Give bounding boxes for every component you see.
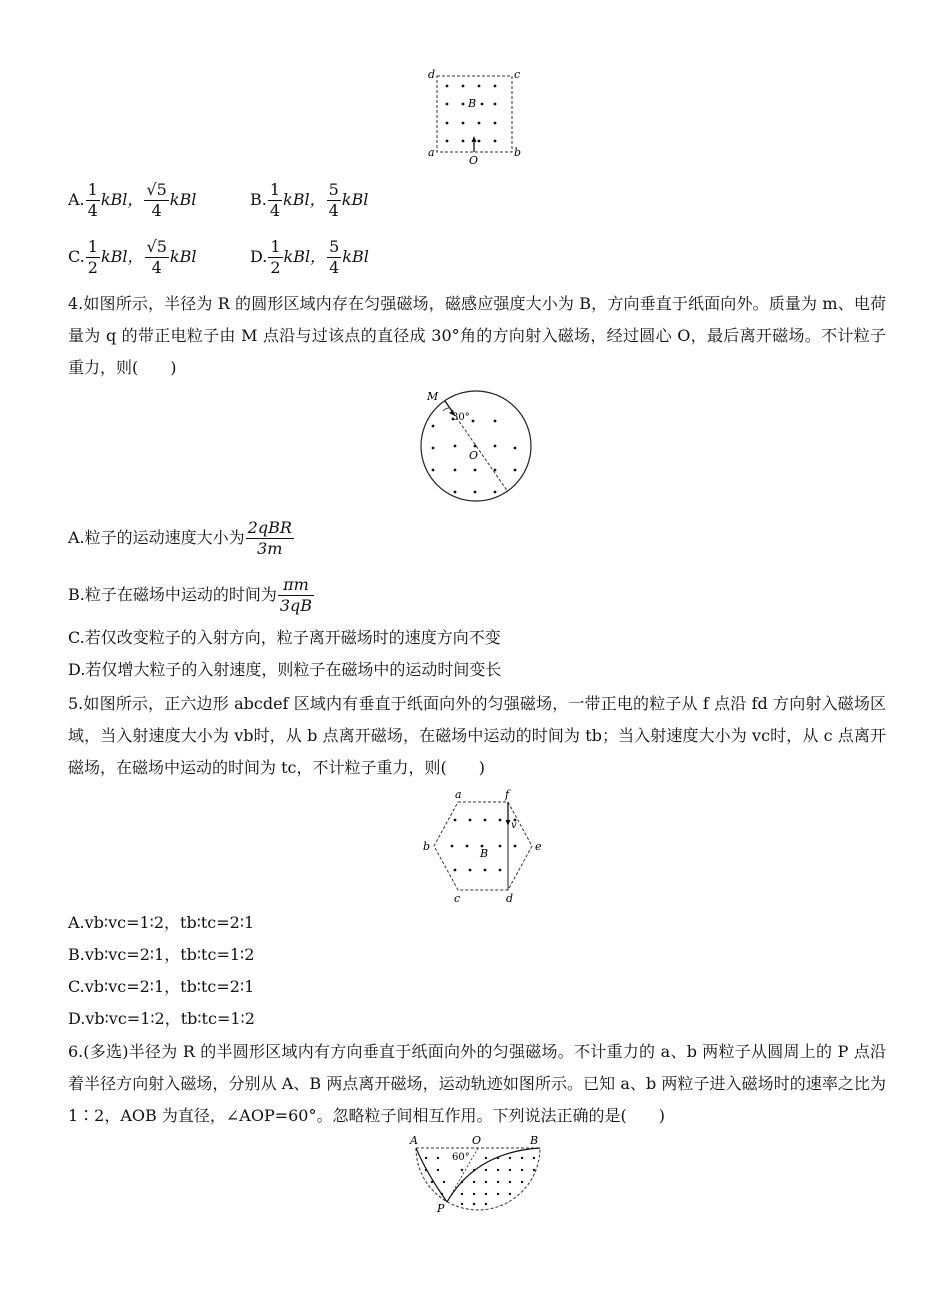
label-c: c: [454, 892, 461, 904]
label-f: f: [505, 788, 510, 801]
q3-option-c: C. $\frac{1}{2}$ kBl， $\frac{√5}{4}$ kBl: [68, 237, 197, 277]
q5-option-b: B.vb∶vc=2∶1，tb∶tc=1∶2: [68, 945, 255, 964]
label-O: O: [469, 449, 479, 462]
label-d: d: [506, 892, 514, 904]
label-e: e: [535, 840, 542, 853]
label-v: v: [511, 820, 517, 831]
q5-option-a: A.vb∶vc=1∶2，tb∶tc=2∶1: [68, 913, 255, 932]
semicircle-field-figure: [406, 1132, 556, 1216]
hexagon-field-figure: [420, 784, 548, 904]
q3-option-a: A. $\frac{1}{4}$ kBl， $\frac{√5}{4}$ kBl: [68, 180, 197, 220]
label-B: B: [468, 97, 477, 110]
label-a: a: [428, 146, 435, 159]
q4-stem: 4.如图所示，半径为 R 的圆形区域内存在匀强磁场，磁感应强度大小为 B，方向垂直于纸面向外。质量为 m、电荷量为 q 的带正电粒子由 M 点沿与过该点的直径成 30°角的方向射入磁场，经过圆心 O，最后离开磁场。不计粒子重力，则( ): [68, 294, 886, 377]
label-O: O: [472, 1134, 482, 1147]
label-60deg: 60°: [452, 1152, 470, 1163]
label-d: d: [428, 68, 436, 81]
q3-option-d: D. $\frac{1}{2}$ kBl， $\frac{5}{4}$ kBl: [250, 237, 369, 277]
label-b: b: [514, 146, 522, 159]
square-field-figure: [420, 66, 532, 166]
q3-option-b: B. $\frac{1}{4}$ kBl， $\frac{5}{4}$ kBl: [250, 180, 369, 220]
label-B: B: [530, 1134, 539, 1147]
q6-stem: 6.(多选)半径为 R 的半圆形区域内有方向垂直于纸面向外的匀强磁场。不计重力的 a、b 两粒子从圆周上的 P 点沿着半径方向射入磁场，分别从 A、B 两点离开磁场，运动轨迹如图所示。已知 a、b 两粒子进入磁场时的速率之比为 1∶2，AOB 为直径，∠AOP=60°。忽略粒子间相互作用。下列说法正确的是( ): [68, 1042, 886, 1125]
q4-option-b: B.粒子在磁场中运动的时间为 $\frac{\pi m}{3qB}$: [68, 575, 313, 615]
label-P: P: [437, 1202, 445, 1215]
label-B: B: [480, 847, 489, 860]
q5-stem: 5.如图所示，正六边形 abcdef 区域内有垂直于纸面向外的匀强磁场，一带正电的粒子从 f 点沿 fd 方向射入磁场区域，当入射速度大小为 vb时，从 b 点离开磁场，在磁场中运动的时间为 tb；当入射速度大小为 vc时，从 c 点离开磁场，在磁场中运动的时间为 tc，不计粒子重力，则( ): [68, 694, 886, 777]
label-M: M: [427, 390, 439, 403]
q5-option-c: C.vb∶vc=2∶1，tb∶tc=2∶1: [68, 977, 255, 996]
q4-option-d: D.若仅增大粒子的入射速度，则粒子在磁场中的运动时间变长: [68, 660, 502, 679]
label-O: O: [469, 154, 479, 166]
label-b: b: [423, 840, 431, 853]
circle-field-figure: [418, 386, 536, 506]
label-c: c: [514, 68, 521, 81]
q4-option-c: C.若仅改变粒子的入射方向，粒子离开磁场时的速度方向不变: [68, 628, 501, 647]
q5-option-d: D.vb∶vc=1∶2，tb∶tc=1∶2: [68, 1009, 255, 1028]
label-a: a: [455, 788, 462, 801]
label-30deg: 30°: [452, 412, 470, 423]
q4-option-a: A.粒子的运动速度大小为 $\frac{\text{2qBR}}{3m}$: [68, 518, 292, 558]
label-A: A: [410, 1134, 418, 1147]
